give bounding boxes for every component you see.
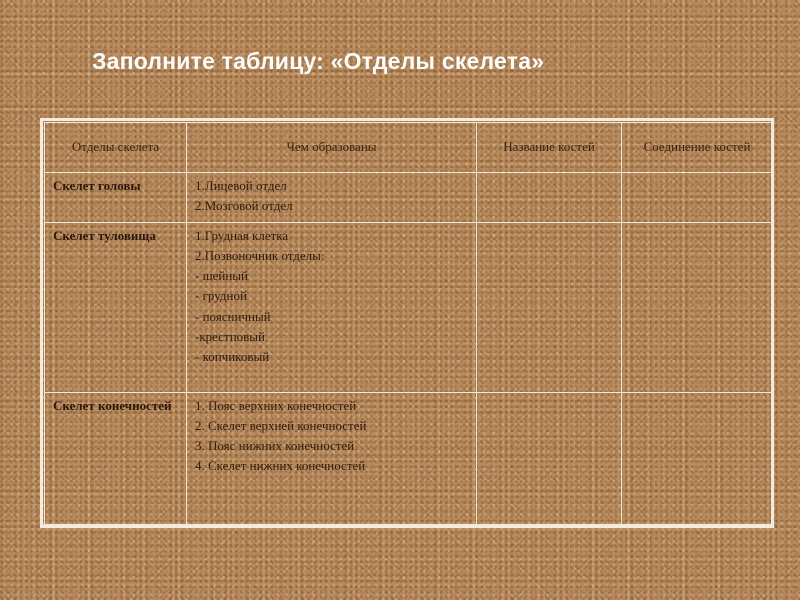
table-row-limbs-skeleton bbox=[45, 393, 773, 525]
header-bone-joints: Соединение костей bbox=[622, 123, 773, 173]
part-item: 1. Пояс верхних конечностей bbox=[195, 398, 357, 413]
part-item: - грудной bbox=[195, 288, 247, 304]
section-cell: Скелет туловища bbox=[45, 223, 187, 393]
table-header-row bbox=[45, 123, 773, 173]
part-item: - копчиковый bbox=[195, 348, 270, 364]
bone-names-cell[interactable] bbox=[477, 223, 622, 393]
part-item: -крестповый bbox=[195, 328, 265, 344]
part-item: 1.Грудная клетка bbox=[195, 228, 289, 243]
header-sections: Отделы скелета bbox=[45, 123, 187, 173]
bone-names-cell[interactable] bbox=[477, 393, 622, 525]
part-item: 2.Позвоночник отделы: bbox=[195, 248, 325, 264]
bone-joints-cell[interactable] bbox=[622, 173, 773, 223]
part-item: 1.Лицевой отдел bbox=[195, 178, 287, 193]
section-cell: Скелет головы bbox=[45, 173, 187, 223]
part-item: 3. Пояс нижних конечностей bbox=[195, 438, 355, 454]
part-item: - шейный bbox=[195, 268, 248, 284]
parts-cell bbox=[187, 223, 477, 393]
parts-cell bbox=[187, 173, 477, 223]
part-item: 2.Мозговой отдел bbox=[195, 198, 293, 214]
bone-joints-cell[interactable] bbox=[622, 223, 773, 393]
skeleton-sections-table bbox=[44, 122, 773, 525]
part-item: 2. Скелет верхней конечностей bbox=[195, 418, 367, 434]
table-row-head-skeleton bbox=[45, 173, 773, 223]
slide-title: Заполните таблицу: «Отделы скелета» bbox=[92, 48, 545, 74]
header-composed-of: Чем образованы bbox=[187, 123, 477, 173]
table-row-torso-skeleton bbox=[45, 223, 773, 393]
header-bone-names: Название костей bbox=[477, 123, 622, 173]
parts-cell bbox=[187, 393, 477, 525]
part-item: - поясничный bbox=[195, 308, 271, 324]
section-cell: Скелет конечностей bbox=[45, 393, 187, 525]
bone-names-cell[interactable] bbox=[477, 173, 622, 223]
part-item: 4. Скелет нижних конечностей bbox=[195, 458, 366, 474]
bone-joints-cell[interactable] bbox=[622, 393, 773, 525]
